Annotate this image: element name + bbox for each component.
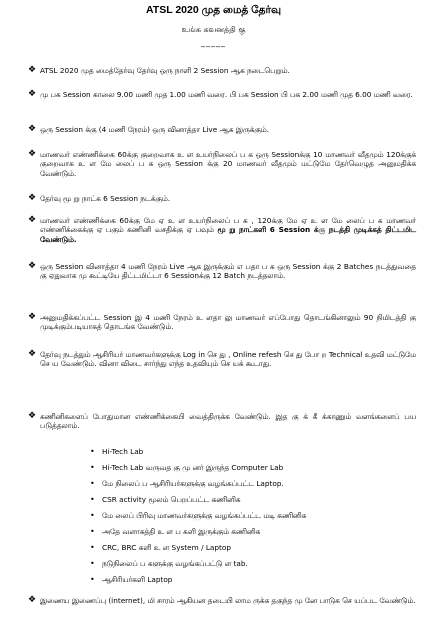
- resource-item-text: மே நிலைப் ப ஆசிரியர்களுக்கு வழங்கப்பட்ட Laptop.: [102, 479, 284, 488]
- resource-item: [90, 508, 410, 524]
- list-item-text: தேர்வு நடத்தும் ஆசிரியர் மாணவர்களுக்கு Log in செ து , Online refesh செ து போ ற Technical உதவி மட்டுமே செ ய வேண்டும். வினா விடை சார்ந்து எந்த உதவியும் செ யக் கூடாது.: [40, 350, 416, 369]
- bullet-dot-icon: •: [90, 479, 95, 488]
- list-item-text: இணைய இணைப்பு (internet), மி சாரம் ஆகியன தடையி லாம ருக்க தகுந்த மு னே பாடுக செ யப்பட வேண்டும்.: [40, 596, 416, 605]
- diamond-bullet-icon: ❖: [28, 349, 37, 359]
- resource-item: [90, 460, 410, 476]
- resource-item-text: CSR activity மூலம் பெறப்பட்ட கணினிக: [102, 495, 241, 504]
- list-item: [28, 216, 416, 244]
- diamond-bullet-icon: ❖: [28, 261, 37, 271]
- list-item: [28, 90, 416, 99]
- list-item: [28, 412, 416, 431]
- resource-item: [90, 524, 410, 540]
- page-title: ATSL 2020 முத மைத் தேர்வு: [145, 4, 282, 16]
- title-rule: _____: [201, 38, 226, 47]
- resource-item: [90, 492, 410, 508]
- diamond-bullet-icon: ❖: [28, 312, 37, 322]
- list-item-text: கணினிகளைப் போதுமான எண்ணிக்கையி வைத்திருக்க வேண்டும். இத கு க் கீ க்காணும் வளங்களைப் பய படுத்தலாம்.: [40, 412, 416, 431]
- bullet-dot-icon: •: [90, 543, 95, 552]
- diamond-bullet-icon: ❖: [28, 215, 37, 225]
- list-item: [28, 350, 416, 369]
- resource-item-text: ஆசிரியர்களி Laptop: [102, 575, 173, 584]
- bullet-dot-icon: •: [90, 527, 95, 536]
- resource-item: [90, 476, 410, 492]
- resource-list: [90, 444, 410, 588]
- resource-item: [90, 572, 410, 588]
- list-item-text: [40, 216, 416, 244]
- resource-item: [90, 540, 410, 556]
- bullet-dot-icon: •: [90, 559, 95, 568]
- resource-item: [90, 556, 410, 572]
- diamond-bullet-icon: ❖: [28, 149, 37, 159]
- list-item-text: அனுமதிக்கப்பட்ட Session இ 4 மணி நேரம் உ ளதா லு மாணவர் எப்போது தொடங்கினாலும் 90 நிமிடத்தி கு முடிக்கும்படியாகத் தொடங்க வேண்டும்.: [40, 313, 416, 332]
- list-item: [28, 150, 416, 178]
- resource-item-text: Hi-Tech Lab: [102, 447, 144, 456]
- diamond-bullet-icon: ❖: [28, 411, 37, 421]
- bullet-dot-icon: •: [90, 511, 95, 520]
- list-item-text: ATSL 2020 முத மைத்தேர்வு தேர்வு ஒரு நாளி 2 Session ஆக நடைபெறும்.: [40, 66, 290, 75]
- resource-item-text: மே லைப் பிரிவு மாணவர்களுக்கு வழங்கப்பட்ட மடி கணினிக: [102, 511, 307, 520]
- resource-item: [90, 444, 410, 460]
- list-item-text: மாணவர் எண்ணிக்கை 60க்கு குறைவாக உ ள உயர்நிலைப் ப க ஒரு Sessionக்கு 10 மாணவர் வீதமும் 120க்குக் குறைவாக உ ள மே லைப் ப க ஒரு Session க்கு 20 மாணவர் வீதமும் மட்டுமே தேர்வெழுத அனுமதிக்க வேண்டும்.: [40, 150, 416, 178]
- list-item-text: மு பக Session காலை 9.00 மணி முத 1.00 மணி வரை. பி பக Session பி பக 2.00 மணி முத 6.00 மணி வரை.: [40, 90, 413, 99]
- list-item-text: தேர்வு மூ று நாட்க 6 Session நடக்கும்.: [40, 194, 171, 203]
- list-item-text: ஒரு Session க்கு (4 மணி நேரம்) ஒரு வினாத்தா Live ஆக இருக்கும்.: [40, 125, 269, 134]
- list-item-emphasis: மூ று நாட்களி 6 Session க்கு நடத்தி முடிக்கத் திட்டமிட வேண்டும்.: [40, 225, 416, 244]
- list-item: [28, 313, 416, 332]
- diamond-bullet-icon: ❖: [28, 595, 37, 605]
- list-item: [28, 125, 416, 134]
- page-subtitle: உங்க கவனத்தி கு: [181, 25, 246, 34]
- diamond-bullet-icon: ❖: [28, 89, 37, 99]
- resource-item-text: CRC, BRC களி உ ள System / Laptop: [102, 543, 231, 552]
- bullet-dot-icon: •: [90, 575, 95, 584]
- list-item-text-part: மாணவர் எண்ணிக்கை 60க்கு மே ஏ உ ள உயர்நிலைப் ப க , 120க்கு மே ஏ உ ள மே லைப் ப க மாணவர் எண்ணிக்கைக்கு ஏ பகும் கணினி வசதிக்கு ஏ பவும்: [40, 216, 416, 235]
- bullet-dot-icon: •: [90, 447, 95, 456]
- bullet-dot-icon: •: [90, 463, 95, 472]
- bullet-dot-icon: •: [90, 495, 95, 504]
- list-item: [28, 194, 416, 203]
- list-item: [28, 66, 416, 75]
- resource-item-text: அதே வளாகத்தி உ ள ப களி இருக்கும் கணினிக: [102, 527, 261, 536]
- list-item: [28, 596, 416, 605]
- list-item-text: ஒரு Session வினாத்தா 4 மணி நேரம் Live ஆக இருக்கும் எ பதா ப க ஒரு Session க்கு 2 Batches நடத்துவதை கு ஏதுவாக மு கூட்டியே திட்டமிட்டா 6 Sessionக்கு 12 Batch நடத்தலாம்.: [40, 262, 416, 281]
- resource-item-text: Hi-Tech Lab வருவத கு மு னர் இருந்த Computer Lab: [102, 463, 284, 472]
- resource-item-text: நடுநிலைப் ப களுக்கு வழங்கப்பட்டு ள tab.: [102, 559, 248, 568]
- diamond-bullet-icon: ❖: [28, 124, 37, 134]
- list-item: [28, 262, 416, 281]
- diamond-bullet-icon: ❖: [28, 193, 37, 203]
- diamond-bullet-icon: ❖: [28, 65, 37, 75]
